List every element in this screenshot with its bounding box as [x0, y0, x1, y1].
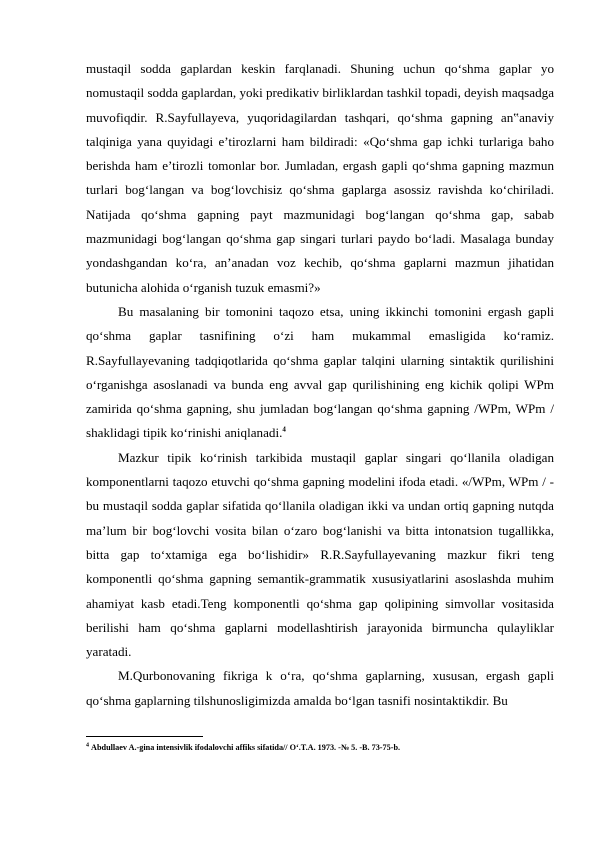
paragraph-2 [86, 300, 554, 446]
paragraph-4: M.Qurbonovaning fikriga k o‘ra, qo‘shma gaplarning, xususan, ergash gapli qo‘shma gaplarning tilshunosligimizda amalda bo‘lgan tasnifi nosintaktikdir. Bu [86, 668, 554, 708]
paragraph-1: mustaqil sodda gaplardan keskin farqlanadi. Shuning uchun qo‘shma gaplar yo nomustaqil sodda gaplardan, yoki predikativ birliklardan tashkil topadi, deyish maqsadga muvofiqdir. R.Sayfullayeva, yuqoridagilardan tashqari, qo‘shma gapning an‟anaviy talqiniga yana quyidagi e’tirozlarni ham bildiradi: «Qo‘shma gap ichki turlariga baho berishda ham e’tirozli tomonlar bor. Jumladan, ergash gapli qo‘shma gapning mazmun turlari bog‘langan va bog‘lovchisiz qo‘shma gaplarga asossiz ravishda ko‘chiriladi. Natijada qo‘shma gapning payt mazmunidagi bog‘langan qo‘shma gap, sabab mazmunidagi bog‘langan qo‘shma gap singari turlari paydo bo‘ladi. Masalaga bunday yondashgandan ko‘ra, an’anadan voz kechib, qo‘shma gaplarni mazmun jihatidan butunicha alohida o‘rganish tuzuk emasmi?» [86, 61, 554, 295]
body-text [86, 57, 554, 713]
footnote-text: Abdullaev A.-gina intensivlik ifodalovchi affiks sifatida// O‘.T.A. 1973. -№ 5. -B. 73-75-b. [91, 743, 401, 752]
footnote-divider [86, 736, 203, 737]
paragraph-3: Mazkur tipik ko‘rinish tarkibida mustaqil gaplar singari qo‘llanila oladigan komponentlarni taqozo etuvchi qo‘shma gapning modelini ifoda etadi. «/WPm, WPm / - bu mustaqil sodda gaplar sifatida qo‘llanila oladigan ikki va undan ortiq gapning nutqda ma’lum bir bog‘lovchi vosita bilan o‘zaro bog‘lanishi va bitta intonatsion tugallikka, bitta gap to‘xtamiga ega bo‘lishidir» R.R.Sayfullayevaning mazkur fikri teng komponentli qo‘shma gapning semantik-grammatik xususiyatlarini asoslashda muhim ahamiyat kasb etadi.Teng komponentli qo‘shma gap qolipining simvollar vositasida berilishi ham qo‘shma gaplarni modellashtirish jarayonida birmuncha qulayliklar yaratadi. [86, 449, 554, 660]
footnote [86, 742, 554, 753]
footnote-reference[interactable]: 4 [282, 426, 286, 435]
paragraph-2-text: Bu masalaning bir tomonini taqozo etsa, uning ikkinchi tomonini ergash gapli qo‘shma gaplar tasnifining o‘zi ham mukammal emasligida ko‘ramiz. R.Sayfullayevaning tadqiqotlarida qo‘shma gaplar talqini ularning sintaktik qurilishini o‘rganishga asoslanadi va bunda eng avval gap qurilishining eng kichik qolipi WPm zamirida qo‘shma gapning, shu jumladan bog‘langan qo‘shma gapning /WPm, WPm / shaklidagi tipik ko‘rinishi aniqlanadi. [86, 303, 554, 441]
footnote-mark: 4 [86, 742, 89, 749]
